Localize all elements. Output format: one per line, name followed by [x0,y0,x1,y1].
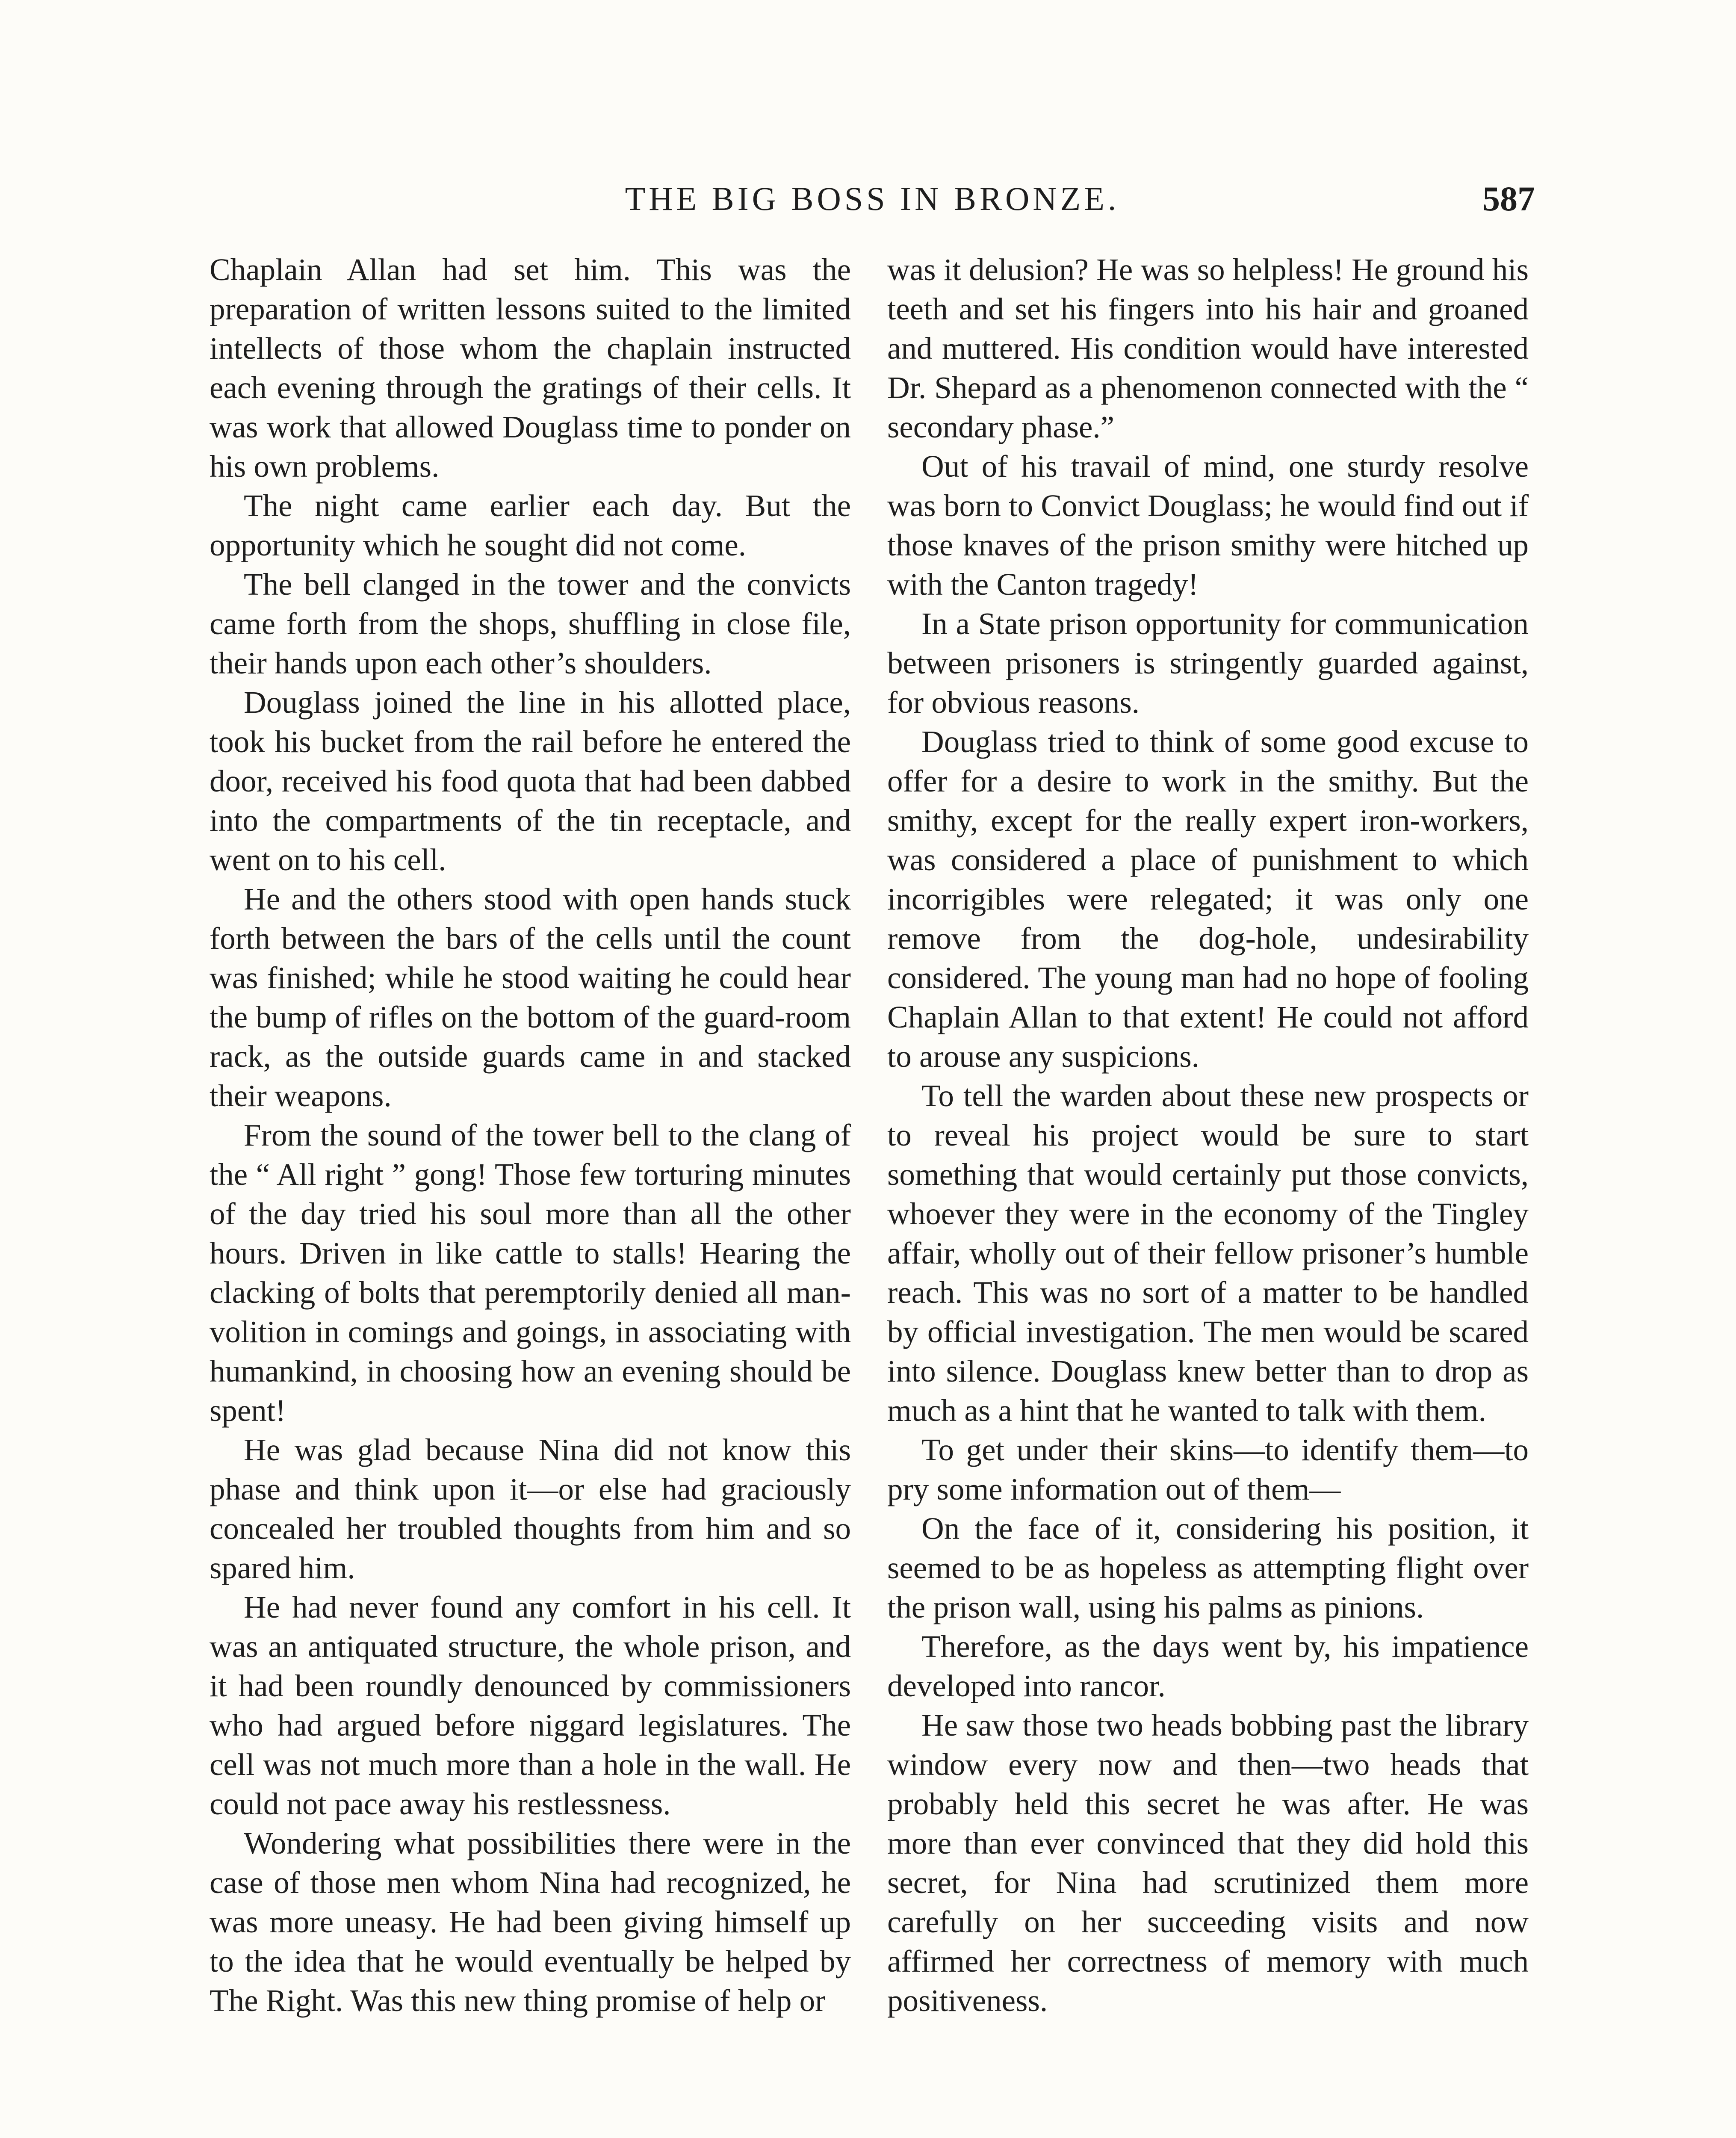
paragraph: The bell clanged in the tower and the convicts came forth from the shops, shuffling in close file, their hands upon each other’s shoulders. [210,567,851,680]
paragraph: The night came earlier each day. But the opportunity which he sought did not come. [210,488,851,562]
paragraph: He was glad because Nina did not know this phase and think upon it—or else had graciously concealed her troubled thoughts from him and so spared him. [210,1432,851,1585]
page-number: 587 [1482,179,1535,218]
right-column [887,250,1529,2020]
paragraph: He had never found any comfort in his cell. It was an antiquated structure, the whole prison, and it had been roundly denounced by commissioners who had argued before niggard legislatures. The cell was not much more than a hole in the wall. He could not pace away his restlessness. [210,1590,851,1821]
paragraph: Chaplain Allan had set him. This was the preparation of written lessons suited to the limited intellects of those whom the chaplain instructed each evening through the gratings of their cells. It was work that allowed Douglass time to ponder on his own problems. [210,252,851,484]
paragraph: To tell the warden about these new prospects or to reveal his project would be sure to start something that would certainly put those convicts, whoever they were in the economy of the Tingley affair, wholly out of their fellow prisoner’s humble reach. This was no sort of a matter to be handled by official investigation. The men would be scared into silence. Douglass knew better than to drop as much as a hint that he wanted to talk with them. [887,1078,1529,1428]
paragraph: Out of his travail of mind, one sturdy resolve was born to Convict Douglass; he would find out if those knaves of the prison smithy were hitched up with the Canton tragedy! [887,449,1529,602]
paragraph: Wondering what possibilities there were in the case of those men whom Nina had recognized, he was more uneasy. He had been giving himself up to the idea that he would eventually be helped by The Right. Was this new thing promise of help or [210,1826,851,2018]
paragraph: To get under their skins—to identify them—to pry some information out of them— [887,1432,1529,1506]
running-head [210,175,1535,222]
left-column [210,250,851,2020]
paragraph: From the sound of the tower bell to the clang of the “ All right ” gong! Those few torturing minutes of the day tried his soul more than all the other hours. Driven in like cattle to stalls! Hearing the clacking of bolts that peremptorily denied all man-volition in comings and goings, in associating with humankind, in choosing how an evening should be spent! [210,1118,851,1428]
paragraph: He saw those two heads bobbing past the library window every now and then—two heads that probably held this secret he was after. He was more than ever convinced that they did hold this secret, for Nina had scrutinized them more carefully on her succeeding visits and now affirmed her correctness of memory with much positiveness. [887,1708,1529,2018]
paragraph: In a State prison opportunity for communication between prisoners is stringently guarded against, for obvious reasons. [887,606,1529,720]
paragraph: Douglass joined the line in his allotted place, took his bucket from the rail before he entered the door, received his food quota that had been dabbed into the compartments of the tin receptacle, and went on to his cell. [210,685,851,877]
paragraph: He and the others stood with open hands stuck forth between the bars of the cells until the count was finished; while he stood waiting he could hear the bump of rifles on the bottom of the guard-room rack, as the outside guards came in and stacked their weapons. [210,882,851,1113]
paragraph: Therefore, as the days went by, his impatience developed into rancor. [887,1629,1529,1703]
paragraph: was it delusion? He was so helpless! He ground his teeth and set his fingers into his hair and groaned and muttered. His condition would have interested Dr. Shepard as a phenomenon connected with the “ secondary phase.” [887,252,1529,444]
paragraph: Douglass tried to think of some good excuse to offer for a desire to work in the smithy. But the smithy, except for the really expert iron-workers, was considered a place of punishment to which incorrigibles were relegated; it was only one remove from the dog-hole, undesirability considered. The young man had no hope of fooling Chaplain Allan to that extent! He could not afford to arouse any suspicions. [887,724,1529,1074]
paragraph: On the face of it, considering his position, it seemed to be as hopeless as attempting flight over the prison wall, using his palms as pinions. [887,1511,1529,1624]
running-title: THE BIG BOSS IN BRONZE. [625,180,1120,217]
